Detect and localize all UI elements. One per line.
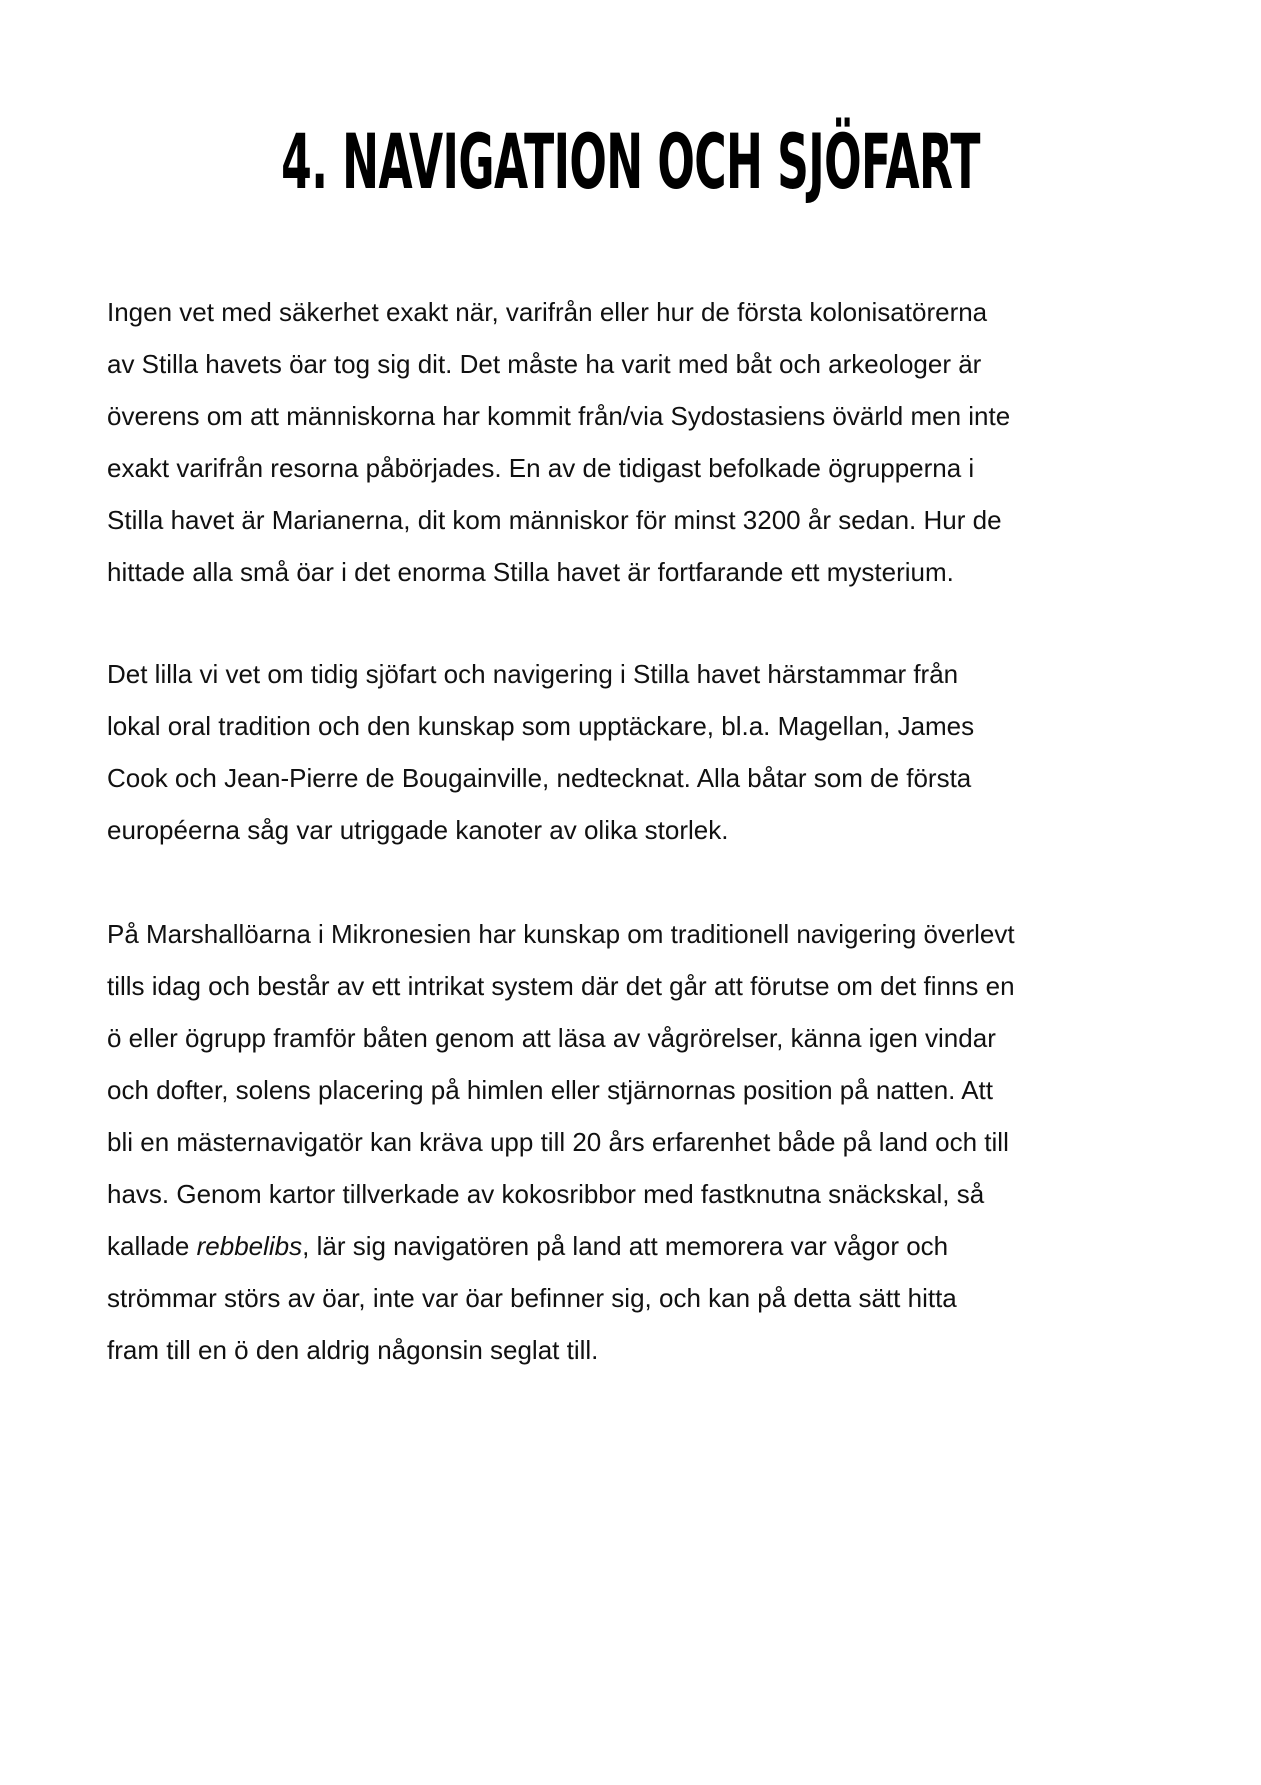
text-line: och dofter, solens placering på himlen eller stjärnornas position på natten. Att	[107, 1075, 993, 1105]
paragraph-2	[107, 648, 1177, 856]
text-line: Det lilla vi vet om tidig sjöfart och navigering i Stilla havet härstammar från	[107, 659, 959, 689]
paragraph-3	[107, 908, 1177, 1376]
text-line: hittade alla små öar i det enorma Stilla havet är fortfarande ett mysterium.	[107, 557, 954, 587]
text-line: ö eller ögrupp framför båten genom att läsa av vågrörelser, känna igen vindar	[107, 1023, 996, 1053]
text-line: havs. Genom kartor tillverkade av kokosribbor med fastknutna snäckskal, så	[107, 1179, 985, 1209]
text-line: européerna såg var utriggade kanoter av olika storlek.	[107, 815, 729, 845]
text-line: lokal oral tradition och den kunskap som upptäckare, bl.a. Magellan, James	[107, 711, 975, 741]
text-line-with-italic	[107, 1220, 1177, 1272]
text-line: av Stilla havets öar tog sig dit. Det måste ha varit med båt och arkeologer är	[107, 349, 982, 379]
text-segment: kallade	[107, 1231, 197, 1261]
text-line: Stilla havet är Marianerna, dit kom människor för minst 3200 år sedan. Hur de	[107, 505, 1002, 535]
text-line: fram till en ö den aldrig någonsin seglat till.	[107, 1335, 599, 1365]
page-title: 4. NAVIGATION OCH SJÖFART	[281, 117, 980, 206]
italic-term: rebbelibs	[196, 1231, 303, 1261]
text-line: Ingen vet med säkerhet exakt när, varifrån eller hur de första kolonisatörerna	[107, 297, 988, 327]
text-line: överens om att människorna har kommit från/via Sydostasiens övärld men inte	[107, 401, 1011, 431]
text-line: Cook och Jean-Pierre de Bougainville, nedtecknat. Alla båtar som de första	[107, 763, 972, 793]
text-line: bli en mästernavigatör kan kräva upp till 20 års erfarenhet både på land och till	[107, 1127, 1009, 1157]
text-line: tills idag och består av ett intrikat system där det går att förutse om det finns en	[107, 971, 1015, 1001]
text-line: exakt varifrån resorna påbörjades. En av de tidigast befolkade ögrupperna i	[107, 453, 975, 483]
text-segment: , lär sig navigatören på land att memorera var vågor och	[302, 1231, 949, 1261]
paragraph-1	[107, 286, 1177, 598]
text-line: På Marshallöarna i Mikronesien har kunskap om traditionell navigering överlevt	[107, 919, 1015, 949]
text-line: strömmar störs av öar, inte var öar befinner sig, och kan på detta sätt hitta	[107, 1283, 957, 1313]
